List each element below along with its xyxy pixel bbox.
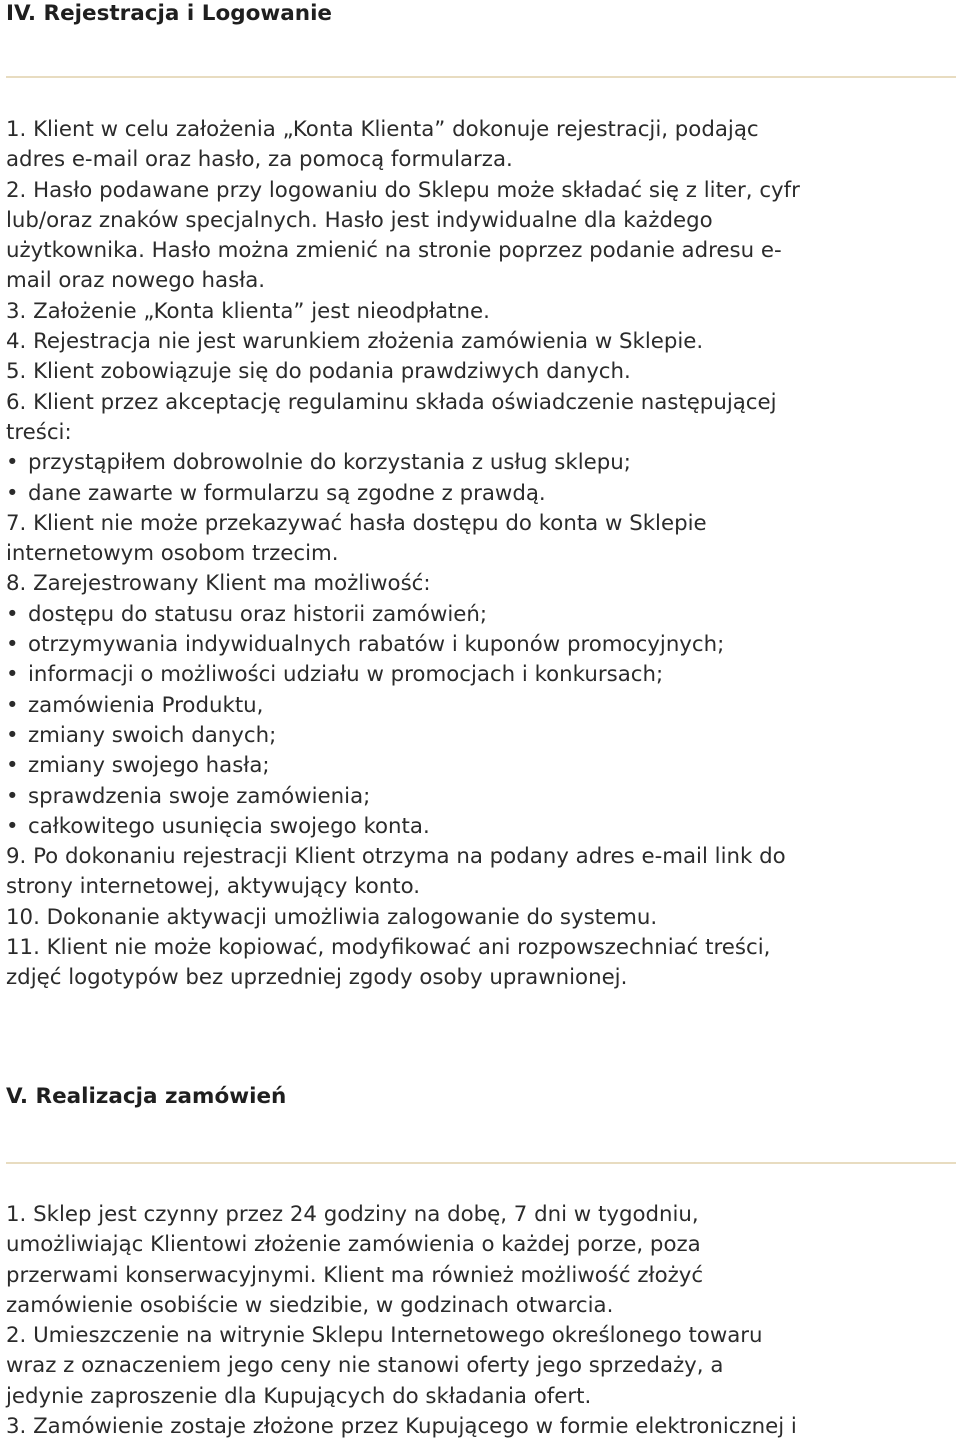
- line-text: 6. Klient przez akceptację regulaminu składa oświadczenie następującej: [6, 389, 777, 415]
- text-line: [6, 145, 800, 175]
- text-line: [6, 903, 800, 933]
- line-text: internetowym osobom trzecim.: [6, 541, 339, 567]
- text-line: [6, 539, 800, 569]
- bullet-icon: •: [6, 480, 19, 506]
- bullet-list-item: [6, 600, 800, 630]
- bullet-icon: •: [6, 632, 19, 658]
- text-line: [6, 206, 800, 236]
- line-text: 7. Klient nie może przekazywać hasła dostępu do konta w Sklepie: [6, 510, 707, 536]
- line-text: jedynie zaproszenie dla Kupujących do składania ofert.: [6, 1383, 592, 1409]
- line-text: sprawdzenia swoje zamówienia;: [28, 783, 371, 809]
- bullet-icon: •: [6, 753, 19, 779]
- section-body-orders: [6, 1200, 797, 1442]
- line-text: przystąpiłem dobrowolnie do korzystania z usług sklepu;: [28, 450, 631, 476]
- text-line: [6, 1351, 797, 1381]
- line-text: 3. Zamówienie zostaje złożone przez Kupującego w formie elektronicznej i: [6, 1414, 797, 1440]
- section-divider: [6, 1162, 956, 1164]
- bullet-icon: •: [6, 722, 19, 748]
- line-text: wraz z oznaczeniem jego ceny nie stanowi oferty jego sprzedaży, a: [6, 1353, 724, 1379]
- text-line: [6, 266, 800, 296]
- text-line: [6, 327, 800, 357]
- line-text: 10. Dokonanie aktywacji umożliwia zalogowanie do systemu.: [6, 904, 658, 930]
- bullet-icon: •: [6, 783, 19, 809]
- line-text: 4. Rejestracja nie jest warunkiem złożenia zamówienia w Sklepie.: [6, 329, 704, 355]
- bullet-icon: •: [6, 692, 19, 718]
- text-line: [6, 1200, 797, 1230]
- text-line: [6, 418, 800, 448]
- section-body-registration: [6, 115, 800, 994]
- text-line: [6, 509, 800, 539]
- line-text: umożliwiając Klientowi złożenie zamówienia o każdej porze, poza: [6, 1232, 701, 1258]
- line-text: informacji o możliwości udziału w promocjach i konkursach;: [28, 662, 664, 688]
- text-line: [6, 297, 800, 327]
- text-line: [6, 872, 800, 902]
- line-text: 11. Klient nie może kopiować, modyfikować ani rozpowszechniać treści,: [6, 935, 771, 961]
- line-text: zamówienia Produktu,: [28, 692, 264, 718]
- text-line: [6, 1382, 797, 1412]
- bullet-list-item: [6, 660, 800, 690]
- line-text: przerwami konserwacyjnymi. Klient ma również możliwość złożyć: [6, 1262, 704, 1288]
- line-text: 5. Klient zobowiązuje się do podania prawdziwych danych.: [6, 359, 631, 385]
- section-heading-registration: IV. Rejestracja i Logowanie: [6, 1, 333, 26]
- bullet-icon: •: [6, 601, 19, 627]
- line-text: 2. Hasło podawane przy logowaniu do Sklepu może składać się z liter, cyfr: [6, 177, 800, 203]
- text-line: [6, 1230, 797, 1260]
- line-text: zdjęć logotypów bez uprzedniej zgody osoby uprawnionej.: [6, 965, 628, 991]
- text-line: [6, 357, 800, 387]
- text-line: [6, 963, 800, 993]
- line-text: 9. Po dokonaniu rejestracji Klient otrzyma na podany adres e-mail link do: [6, 844, 786, 870]
- text-line: [6, 176, 800, 206]
- bullet-list-item: [6, 691, 800, 721]
- bullet-list-item: [6, 630, 800, 660]
- text-line: [6, 388, 800, 418]
- line-text: zmiany swoich danych;: [28, 722, 277, 748]
- text-line: [6, 1412, 797, 1442]
- bullet-icon: •: [6, 662, 19, 688]
- line-text: 2. Umieszczenie na witrynie Sklepu Internetowego określonego towaru: [6, 1323, 763, 1349]
- line-text: 1. Sklep jest czynny przez 24 godziny na dobę, 7 dni w tygodniu,: [6, 1202, 699, 1227]
- line-text: dostępu do statusu oraz historii zamówień;: [28, 601, 488, 627]
- line-text: strony internetowej, aktywujący konto.: [6, 874, 421, 900]
- section-divider: [6, 76, 956, 78]
- line-text: 8. Zarejestrowany Klient ma możliwość:: [6, 571, 431, 597]
- text-line: [6, 1261, 797, 1291]
- line-text: mail oraz nowego hasła.: [6, 268, 266, 294]
- bullet-list-item: [6, 479, 800, 509]
- text-line: [6, 236, 800, 266]
- bullet-list-item: [6, 751, 800, 781]
- bullet-list-item: [6, 448, 800, 478]
- text-line: [6, 1321, 797, 1351]
- text-line: [6, 115, 800, 145]
- bullet-list-item: [6, 812, 800, 842]
- text-line: [6, 842, 800, 872]
- line-text: użytkownika. Hasło można zmienić na stronie poprzez podanie adresu e-: [6, 238, 782, 264]
- line-text: 3. Założenie „Konta klienta” jest nieodpłatne.: [6, 298, 490, 324]
- line-text: otrzymywania indywidualnych rabatów i kuponów promocyjnych;: [28, 632, 725, 658]
- line-text: adres e-mail oraz hasło, za pomocą formularza.: [6, 147, 513, 173]
- bullet-icon: •: [6, 813, 19, 839]
- line-text: lub/oraz znaków specjalnych. Hasło jest indywidualne dla każdego: [6, 207, 713, 233]
- line-text: zamówienie osobiście w siedzibie, w godzinach otwarcia.: [6, 1292, 614, 1318]
- line-text: dane zawarte w formularzu są zgodne z prawdą.: [28, 480, 546, 506]
- text-line: [6, 569, 800, 599]
- text-line: [6, 1291, 797, 1321]
- bullet-icon: •: [6, 450, 19, 476]
- line-text: 1. Klient w celu założenia „Konta Klienta” dokonuje rejestracji, podając: [6, 117, 759, 142]
- section-heading-orders: V. Realizacja zamówień: [6, 1084, 287, 1109]
- line-text: zmiany swojego hasła;: [28, 753, 270, 779]
- line-text: treści:: [6, 419, 72, 445]
- text-line: [6, 933, 800, 963]
- bullet-list-item: [6, 782, 800, 812]
- bullet-list-item: [6, 721, 800, 751]
- line-text: całkowitego usunięcia swojego konta.: [28, 813, 430, 839]
